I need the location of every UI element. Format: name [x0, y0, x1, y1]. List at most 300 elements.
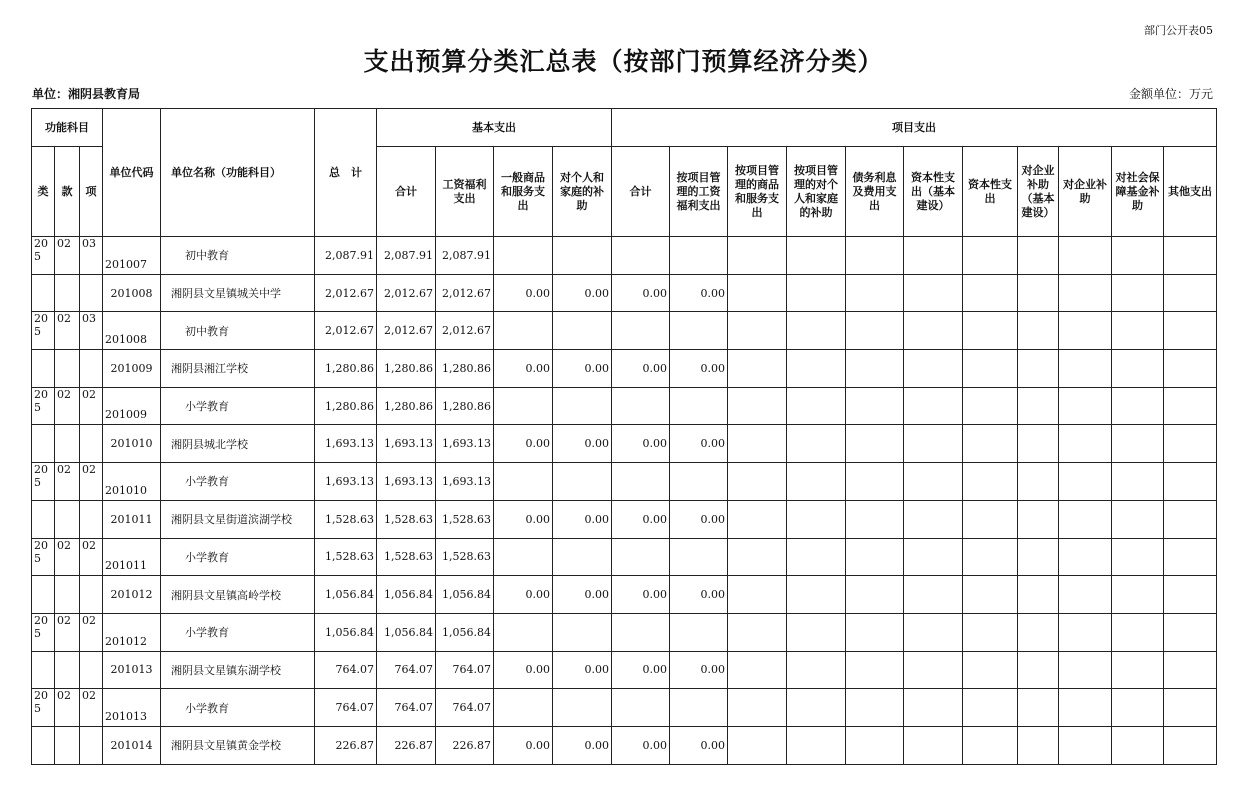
cell-project-empty — [1164, 576, 1217, 614]
header-basic-person: 对个人和家庭的补助 — [553, 147, 612, 237]
cell-project-empty — [1018, 689, 1059, 727]
cell-lei — [32, 576, 55, 614]
header-basic-total: 合计 — [377, 147, 436, 237]
cell-p-total — [612, 689, 670, 727]
cell-xiang: 02 — [80, 538, 103, 576]
page-title: 支出预算分类汇总表（按部门预算经济分类） — [363, 47, 884, 76]
cell-project-empty — [1164, 538, 1217, 576]
cell-b-person: 0.00 — [553, 350, 612, 388]
cell-project-empty — [1059, 387, 1112, 425]
cell-lei — [32, 350, 55, 388]
cell-total: 2,012.67 — [315, 274, 377, 312]
table-row-unit — [32, 576, 1217, 614]
cell-project-empty — [846, 500, 904, 538]
cell-lei: 205 — [32, 237, 55, 275]
cell-project-empty — [1112, 274, 1164, 312]
cell-kuan — [55, 274, 80, 312]
cell-project-empty — [1018, 274, 1059, 312]
cell-p-total: 0.00 — [612, 274, 670, 312]
cell-project-empty — [1112, 689, 1164, 727]
cell-project-empty — [1164, 726, 1217, 764]
cell-kuan — [55, 425, 80, 463]
cell-p-total: 0.00 — [612, 576, 670, 614]
cell-b-total: 1,280.86 — [377, 350, 436, 388]
cell-p-total — [612, 463, 670, 501]
cell-lei: 205 — [32, 538, 55, 576]
cell-p-wage: 0.00 — [670, 500, 728, 538]
cell-project-empty — [787, 500, 846, 538]
cell-project-empty — [904, 387, 963, 425]
cell-project-empty — [787, 387, 846, 425]
cell-unit-name: 湘阴县城北学校 — [161, 425, 315, 463]
cell-project-empty — [728, 689, 787, 727]
cell-project-empty — [1059, 350, 1112, 388]
cell-project-empty — [728, 651, 787, 689]
cell-p-wage: 0.00 — [670, 576, 728, 614]
cell-b-person — [553, 689, 612, 727]
cell-b-person — [553, 463, 612, 501]
cell-unit-code: 201007 — [103, 237, 161, 275]
cell-total: 1,528.63 — [315, 538, 377, 576]
cell-project-empty — [846, 425, 904, 463]
cell-project-empty — [1059, 726, 1112, 764]
table-row-unit — [32, 274, 1217, 312]
cell-p-total — [612, 312, 670, 350]
header-project-goods: 按项目管理的商品和服务支出 — [728, 147, 787, 237]
cell-project-empty — [1164, 613, 1217, 651]
cell-lei: 205 — [32, 463, 55, 501]
cell-project-empty — [963, 538, 1018, 576]
cell-project-empty — [904, 350, 963, 388]
cell-b-total: 1,056.84 — [377, 613, 436, 651]
cell-project-empty — [787, 425, 846, 463]
cell-b-goods — [494, 689, 553, 727]
cell-xiang — [80, 576, 103, 614]
cell-project-empty — [904, 651, 963, 689]
cell-unit-name: 湘阴县文星镇高岭学校 — [161, 576, 315, 614]
cell-project-empty — [904, 312, 963, 350]
header-lei: 类 — [32, 147, 55, 237]
cell-b-goods: 0.00 — [494, 274, 553, 312]
cell-project-empty — [1164, 500, 1217, 538]
table-row-function — [32, 613, 1217, 651]
cell-project-empty — [1018, 726, 1059, 764]
cell-unit-code: 201009 — [103, 387, 161, 425]
cell-xiang — [80, 274, 103, 312]
cell-b-goods — [494, 538, 553, 576]
cell-p-wage: 0.00 — [670, 651, 728, 689]
cell-project-empty — [1164, 274, 1217, 312]
cell-unit-code: 201012 — [103, 613, 161, 651]
cell-unit-name: 湘阴县文星镇黄金学校 — [161, 726, 315, 764]
cell-xiang: 02 — [80, 613, 103, 651]
cell-project-empty — [1112, 350, 1164, 388]
cell-project-empty — [1112, 312, 1164, 350]
cell-project-empty — [1059, 651, 1112, 689]
cell-b-goods: 0.00 — [494, 726, 553, 764]
cell-total: 1,528.63 — [315, 500, 377, 538]
cell-b-goods: 0.00 — [494, 350, 553, 388]
cell-project-empty — [787, 689, 846, 727]
cell-lei — [32, 274, 55, 312]
cell-project-empty — [1112, 726, 1164, 764]
cell-kuan — [55, 350, 80, 388]
cell-b-wage: 1,280.86 — [436, 387, 494, 425]
table-row-unit — [32, 350, 1217, 388]
cell-project-empty — [787, 274, 846, 312]
cell-b-total: 764.07 — [377, 689, 436, 727]
cell-p-wage — [670, 538, 728, 576]
cell-p-wage — [670, 463, 728, 501]
cell-p-wage: 0.00 — [670, 350, 728, 388]
cell-project-empty — [1112, 538, 1164, 576]
budget-table — [31, 108, 1217, 765]
cell-unit-code: 201008 — [103, 274, 161, 312]
table-row-function — [32, 538, 1217, 576]
cell-project-empty — [1018, 576, 1059, 614]
cell-total: 764.07 — [315, 651, 377, 689]
cell-b-wage: 2,087.91 — [436, 237, 494, 275]
header-project-capital-infra: 资本性支出（基本建设） — [904, 147, 963, 237]
table-row-unit — [32, 726, 1217, 764]
cell-lei — [32, 500, 55, 538]
table-row-function — [32, 463, 1217, 501]
cell-project-empty — [728, 350, 787, 388]
cell-project-empty — [963, 237, 1018, 275]
cell-b-wage: 1,280.86 — [436, 350, 494, 388]
cell-b-wage: 226.87 — [436, 726, 494, 764]
cell-p-wage — [670, 689, 728, 727]
cell-project-empty — [1018, 237, 1059, 275]
cell-project-empty — [787, 312, 846, 350]
cell-project-empty — [787, 651, 846, 689]
cell-b-wage: 1,693.13 — [436, 463, 494, 501]
cell-b-person: 0.00 — [553, 425, 612, 463]
cell-xiang: 02 — [80, 689, 103, 727]
cell-project-empty — [846, 726, 904, 764]
table-row-unit — [32, 651, 1217, 689]
cell-project-empty — [1059, 274, 1112, 312]
cell-lei — [32, 726, 55, 764]
cell-project-empty — [846, 613, 904, 651]
cell-total: 1,280.86 — [315, 350, 377, 388]
cell-b-total: 2,012.67 — [377, 312, 436, 350]
cell-b-person — [553, 538, 612, 576]
cell-project-empty — [787, 613, 846, 651]
cell-b-person: 0.00 — [553, 274, 612, 312]
cell-project-empty — [1059, 312, 1112, 350]
cell-project-empty — [728, 312, 787, 350]
cell-p-wage — [670, 312, 728, 350]
cell-lei: 205 — [32, 689, 55, 727]
cell-project-empty — [1059, 538, 1112, 576]
cell-unit-name: 湘阴县文星街道滨湖学校 — [161, 500, 315, 538]
cell-p-wage — [670, 387, 728, 425]
cell-b-person: 0.00 — [553, 500, 612, 538]
cell-project-empty — [1164, 425, 1217, 463]
cell-unit-name: 小学教育 — [161, 387, 315, 425]
cell-b-goods — [494, 312, 553, 350]
cell-xiang: 02 — [80, 463, 103, 501]
cell-unit-name: 湘阴县文星镇城关中学 — [161, 274, 315, 312]
cell-unit-code: 201011 — [103, 500, 161, 538]
cell-b-goods: 0.00 — [494, 576, 553, 614]
cell-b-person — [553, 312, 612, 350]
cell-b-goods — [494, 463, 553, 501]
cell-p-wage — [670, 613, 728, 651]
cell-b-wage: 1,528.63 — [436, 500, 494, 538]
cell-kuan — [55, 576, 80, 614]
table-row-function — [32, 689, 1217, 727]
header-func: 功能科目 — [32, 109, 103, 147]
cell-unit-code: 201009 — [103, 350, 161, 388]
cell-project-empty — [904, 237, 963, 275]
table-row-unit — [32, 500, 1217, 538]
cell-project-empty — [728, 613, 787, 651]
cell-total: 226.87 — [315, 726, 377, 764]
header-project-enterprise-infra: 对企业补助（基本建设） — [1018, 147, 1059, 237]
cell-project-empty — [1059, 500, 1112, 538]
cell-project-empty — [846, 350, 904, 388]
header-project-other: 其他支出 — [1164, 147, 1217, 237]
cell-b-total: 764.07 — [377, 651, 436, 689]
cell-project-empty — [728, 463, 787, 501]
cell-project-empty — [728, 237, 787, 275]
cell-b-wage: 1,056.84 — [436, 613, 494, 651]
cell-project-empty — [1059, 613, 1112, 651]
cell-project-empty — [1164, 237, 1217, 275]
cell-b-person: 0.00 — [553, 576, 612, 614]
cell-unit-name: 小学教育 — [161, 538, 315, 576]
cell-unit-name: 湘阴县文星镇东湖学校 — [161, 651, 315, 689]
cell-p-total — [612, 387, 670, 425]
cell-b-total: 1,056.84 — [377, 576, 436, 614]
cell-total: 2,012.67 — [315, 312, 377, 350]
cell-project-empty — [728, 500, 787, 538]
cell-project-empty — [1164, 350, 1217, 388]
cell-project-empty — [787, 237, 846, 275]
cell-b-wage: 1,693.13 — [436, 425, 494, 463]
cell-project-empty — [728, 576, 787, 614]
header-unit-name: 单位名称（功能科目） — [161, 109, 315, 237]
cell-project-empty — [963, 387, 1018, 425]
cell-total: 1,693.13 — [315, 425, 377, 463]
cell-project-empty — [1164, 463, 1217, 501]
cell-project-empty — [1018, 500, 1059, 538]
cell-unit-name: 小学教育 — [161, 689, 315, 727]
header-project-social-security: 对社会保障基金补助 — [1112, 147, 1164, 237]
cell-project-empty — [963, 689, 1018, 727]
cell-project-empty — [963, 463, 1018, 501]
cell-project-empty — [728, 387, 787, 425]
cell-project-empty — [904, 425, 963, 463]
table-body — [32, 237, 1217, 765]
cell-b-goods — [494, 237, 553, 275]
cell-project-empty — [904, 726, 963, 764]
cell-xiang — [80, 651, 103, 689]
cell-xiang: 02 — [80, 387, 103, 425]
cell-b-total: 1,280.86 — [377, 387, 436, 425]
cell-unit-code: 201008 — [103, 312, 161, 350]
cell-project-empty — [728, 425, 787, 463]
header-project-wage: 按项目管理的工资福利支出 — [670, 147, 728, 237]
cell-b-total: 1,693.13 — [377, 463, 436, 501]
cell-kuan: 02 — [55, 689, 80, 727]
cell-lei — [32, 651, 55, 689]
cell-p-total: 0.00 — [612, 350, 670, 388]
cell-project-empty — [846, 463, 904, 501]
cell-kuan: 02 — [55, 237, 80, 275]
header-basic: 基本支出 — [377, 109, 612, 147]
cell-project-empty — [1112, 425, 1164, 463]
amount-unit-label: 金额单位：万元 — [1128, 87, 1213, 101]
cell-unit-name: 初中教育 — [161, 312, 315, 350]
cell-project-empty — [846, 237, 904, 275]
header-basic-goods: 一般商品和服务支出 — [494, 147, 553, 237]
cell-project-empty — [963, 726, 1018, 764]
cell-b-goods: 0.00 — [494, 651, 553, 689]
header-project-capital: 资本性支出 — [963, 147, 1018, 237]
cell-total: 1,056.84 — [315, 576, 377, 614]
cell-project-empty — [728, 274, 787, 312]
cell-project-empty — [1112, 576, 1164, 614]
cell-b-total: 2,087.91 — [377, 237, 436, 275]
cell-project-empty — [904, 613, 963, 651]
cell-lei: 205 — [32, 387, 55, 425]
header-project: 项目支出 — [612, 109, 1217, 147]
cell-project-empty — [1112, 500, 1164, 538]
cell-project-empty — [1018, 651, 1059, 689]
cell-b-wage: 2,012.67 — [436, 312, 494, 350]
cell-lei — [32, 425, 55, 463]
cell-project-empty — [1018, 350, 1059, 388]
cell-project-empty — [963, 350, 1018, 388]
header-unit-code: 单位代码 — [103, 109, 161, 237]
cell-b-goods: 0.00 — [494, 500, 553, 538]
cell-project-empty — [904, 689, 963, 727]
cell-project-empty — [1164, 312, 1217, 350]
cell-project-empty — [787, 538, 846, 576]
cell-b-total: 226.87 — [377, 726, 436, 764]
cell-project-empty — [904, 576, 963, 614]
cell-p-wage — [670, 237, 728, 275]
cell-kuan — [55, 651, 80, 689]
cell-project-empty — [846, 274, 904, 312]
cell-project-empty — [728, 726, 787, 764]
cell-project-empty — [1018, 613, 1059, 651]
cell-project-empty — [1059, 576, 1112, 614]
cell-project-empty — [787, 350, 846, 388]
cell-kuan: 02 — [55, 312, 80, 350]
cell-b-person — [553, 613, 612, 651]
cell-project-empty — [846, 689, 904, 727]
cell-b-total: 1,528.63 — [377, 538, 436, 576]
cell-project-empty — [1018, 425, 1059, 463]
cell-project-empty — [787, 576, 846, 614]
cell-xiang — [80, 500, 103, 538]
cell-p-total — [612, 237, 670, 275]
cell-total: 764.07 — [315, 689, 377, 727]
cell-total: 1,280.86 — [315, 387, 377, 425]
cell-project-empty — [963, 651, 1018, 689]
cell-b-person — [553, 237, 612, 275]
cell-project-empty — [846, 576, 904, 614]
cell-b-wage: 1,056.84 — [436, 576, 494, 614]
cell-project-empty — [1059, 237, 1112, 275]
cell-unit-name: 湘阴县湘江学校 — [161, 350, 315, 388]
cell-project-empty — [787, 726, 846, 764]
cell-b-wage: 1,528.63 — [436, 538, 494, 576]
cell-p-total: 0.00 — [612, 425, 670, 463]
table-row-unit — [32, 425, 1217, 463]
table-row-function — [32, 237, 1217, 275]
cell-kuan — [55, 726, 80, 764]
cell-project-empty — [1164, 651, 1217, 689]
header-total: 总 计 — [315, 109, 377, 237]
cell-project-empty — [1059, 463, 1112, 501]
cell-unit-code: 201013 — [103, 651, 161, 689]
cell-project-empty — [963, 576, 1018, 614]
cell-project-empty — [1164, 689, 1217, 727]
table-row-function — [32, 387, 1217, 425]
cell-project-empty — [963, 312, 1018, 350]
cell-unit-code: 201010 — [103, 425, 161, 463]
cell-project-empty — [1112, 463, 1164, 501]
report-number: 部门公开表05 — [1144, 24, 1213, 37]
cell-xiang: 03 — [80, 312, 103, 350]
cell-b-total: 1,693.13 — [377, 425, 436, 463]
cell-unit-code: 201013 — [103, 689, 161, 727]
cell-kuan — [55, 500, 80, 538]
cell-project-empty — [1112, 651, 1164, 689]
cell-b-person: 0.00 — [553, 651, 612, 689]
header-xiang: 项 — [80, 147, 103, 237]
cell-p-total: 0.00 — [612, 500, 670, 538]
header-basic-wage: 工资福利支出 — [436, 147, 494, 237]
cell-xiang — [80, 425, 103, 463]
cell-unit-code: 201010 — [103, 463, 161, 501]
cell-project-empty — [1112, 613, 1164, 651]
header-project-debt: 债务利息及费用支出 — [846, 147, 904, 237]
table-header — [32, 109, 1217, 237]
cell-project-empty — [963, 274, 1018, 312]
cell-kuan: 02 — [55, 463, 80, 501]
cell-b-total: 1,528.63 — [377, 500, 436, 538]
table-row-function — [32, 312, 1217, 350]
cell-project-empty — [846, 538, 904, 576]
cell-b-goods — [494, 613, 553, 651]
cell-p-wage: 0.00 — [670, 274, 728, 312]
cell-project-empty — [1018, 538, 1059, 576]
cell-kuan: 02 — [55, 613, 80, 651]
cell-project-empty — [904, 538, 963, 576]
cell-total: 2,087.91 — [315, 237, 377, 275]
unit-label: 单位：湘阴县教育局 — [32, 87, 141, 101]
cell-b-goods — [494, 387, 553, 425]
header-project-enterprise: 对企业补助 — [1059, 147, 1112, 237]
cell-b-wage: 764.07 — [436, 651, 494, 689]
cell-xiang: 03 — [80, 237, 103, 275]
cell-kuan: 02 — [55, 538, 80, 576]
header-project-total: 合计 — [612, 147, 670, 237]
cell-xiang — [80, 726, 103, 764]
cell-unit-name: 小学教育 — [161, 613, 315, 651]
cell-xiang — [80, 350, 103, 388]
cell-unit-code: 201014 — [103, 726, 161, 764]
cell-project-empty — [846, 387, 904, 425]
header-project-person: 按项目管理的对个人和家庭的补助 — [787, 147, 846, 237]
cell-kuan: 02 — [55, 387, 80, 425]
